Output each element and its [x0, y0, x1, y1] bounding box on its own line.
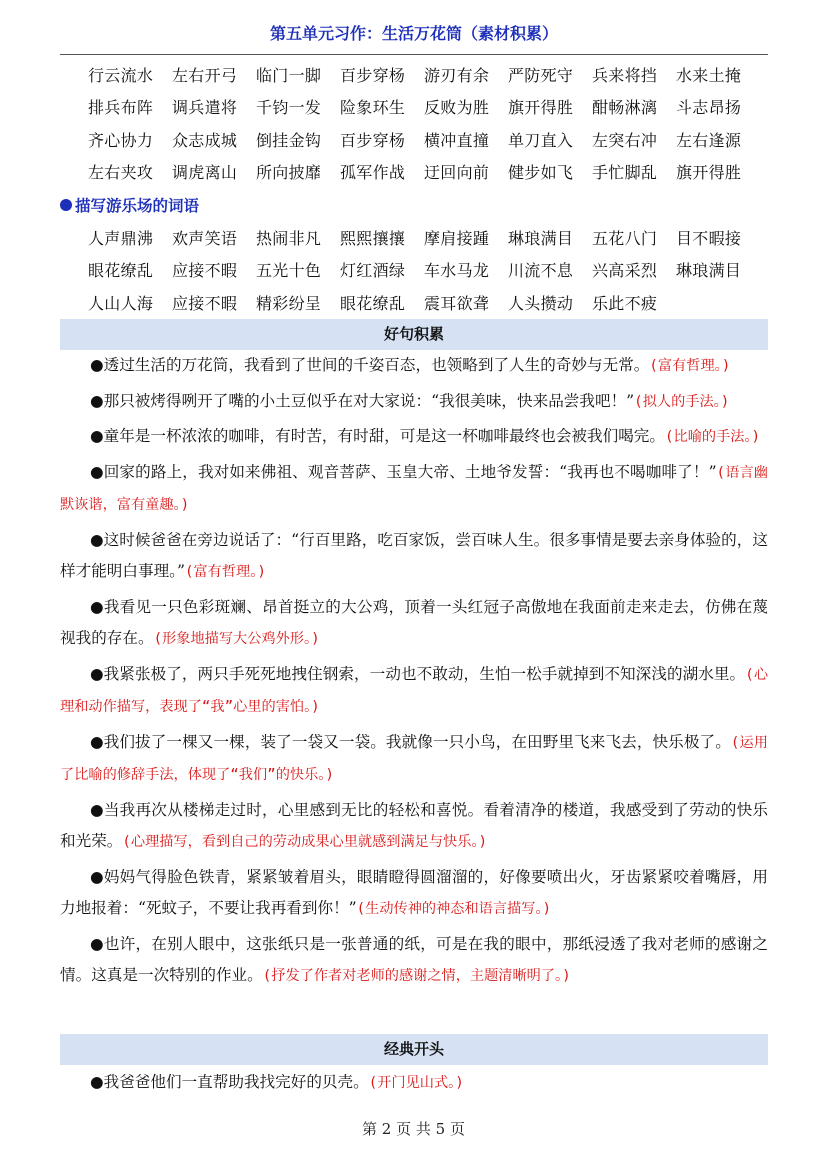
word-item: 精彩纷呈: [256, 293, 322, 313]
sentence-annotation: (富有哲理。): [184, 564, 266, 580]
sentence-item: [60, 386, 768, 419]
sentence-annotation: (运用了比喻的修辞手法，体现了“我们”的快乐。): [60, 734, 768, 783]
page-title: 第五单元习作：生活万花筒（素材积累）: [269, 24, 558, 43]
sentence-annotation: (开门见山式。): [368, 1075, 464, 1091]
sentence-list: [60, 350, 768, 996]
word-item: 行云流水: [88, 65, 154, 85]
word-item: 百步穿杨: [340, 65, 406, 85]
sentence-annotation: (富有哲理。): [649, 358, 731, 374]
sentence-annotation: (心理和动作描写，表现了“我”心里的害怕。): [60, 666, 769, 715]
word-item: 灯红酒绿: [340, 261, 406, 281]
sentence-text: ●我紧张极了，两只手死死地拽住钢索，一动也不敢动，生怕一松手就掉到不知深浅的湖水里。: [90, 664, 746, 683]
word-item: 所向披靡: [256, 163, 322, 183]
sentence-item: [60, 727, 768, 792]
sentence-text: ●那只被烤得咧开了嘴的小土豆似乎在对大家说：“我很美味，快来品尝我吧！”: [90, 391, 635, 410]
word-row: [88, 58, 778, 91]
word-item: 临门一脚: [256, 65, 322, 85]
word-item: 目不暇接: [676, 228, 742, 248]
word-item: 单刀直入: [508, 130, 574, 150]
sentence-annotation: (生动传神的神态和语言描写。): [356, 901, 552, 917]
sentence-item: [60, 929, 768, 993]
sentence-item: [60, 350, 768, 383]
word-row: [88, 254, 778, 287]
word-item: 摩肩接踵: [424, 228, 490, 248]
word-item: 川流不息: [508, 261, 574, 281]
word-item: 兵来将挡: [592, 65, 658, 85]
section-band-classic-opening: 经典开头: [60, 1034, 768, 1065]
word-item: 乐此不疲: [592, 293, 658, 313]
sentence-item: [60, 592, 768, 656]
word-item: 横冲直撞: [424, 130, 490, 150]
sentence-text: ●我爸爸他们一直帮助我找完好的贝壳。: [90, 1073, 369, 1091]
sentence-annotation: (语言幽默诙谐，富有童趣。): [60, 464, 768, 513]
sentence-text: ●回家的路上，我对如来佛祖、观音菩萨、玉皇大帝、土地爷发誓：“我再也不喝咖啡了！”: [90, 462, 717, 481]
word-list-amusement: [88, 221, 778, 319]
word-item: 倒挂金钩: [256, 130, 322, 150]
word-item: 眼花缭乱: [340, 293, 406, 313]
word-item: 五花八门: [592, 228, 658, 248]
word-row: [88, 91, 778, 124]
word-item: 斗志昂扬: [676, 98, 742, 118]
word-item: 反败为胜: [424, 98, 490, 118]
sentence-annotation: (拟人的手法。): [634, 393, 730, 410]
sentence-annotation: (比喻的手法。): [664, 429, 761, 445]
sentence-text: ●我看见一只色彩斑斓、昂首挺立的大公鸡，顶着一头红冠子高傲地在我面前走来走去，仿佛在蔑视我的存在。: [60, 597, 768, 647]
sentence-item: [60, 457, 768, 522]
sentence-annotation: (形象地描写大公鸡外形。): [153, 631, 320, 647]
word-item: 游刃有余: [424, 65, 490, 85]
bullet-dot-icon: [60, 199, 72, 211]
word-item: 手忙脚乱: [592, 163, 658, 183]
word-item: 齐心协力: [88, 130, 154, 150]
word-item: 严防死守: [508, 65, 574, 85]
word-item: 千钧一发: [256, 98, 322, 118]
section-band-good-sentences: 好句积累: [60, 319, 768, 350]
word-item: 人山人海: [88, 293, 154, 313]
word-item: 琳琅满目: [508, 228, 574, 248]
word-item: 车水马龙: [424, 261, 490, 281]
word-item: 左突右冲: [592, 130, 658, 150]
word-item: 旗开得胜: [676, 163, 742, 183]
sentence-item: [60, 795, 768, 859]
sentence-item: [60, 862, 768, 926]
word-row: [88, 221, 778, 254]
word-item: 健步如飞: [508, 163, 574, 183]
word-row: [88, 286, 778, 319]
word-item: 左右逢源: [676, 130, 742, 150]
word-item: 孤军作战: [340, 163, 406, 183]
word-item: 险象环生: [340, 98, 406, 118]
header-divider: [60, 54, 768, 55]
word-item: 熙熙攘攘: [340, 228, 406, 248]
word-item: 应接不暇: [172, 293, 238, 313]
opening-list: [60, 1067, 768, 1103]
sentence-item: [60, 1067, 768, 1100]
sentence-item: [60, 659, 768, 724]
word-list-sports: [88, 58, 778, 188]
sentence-text: ●当我再次从楼梯走过时，心里感到无比的轻松和喜悦。看着清净的楼道，我感受到了劳动的快乐和光荣。: [60, 800, 768, 850]
sentence-item: [60, 421, 768, 454]
section-heading-amusement: [60, 194, 199, 216]
word-item: 应接不暇: [172, 261, 238, 281]
sentence-item: [60, 525, 768, 589]
word-item: 兴高采烈: [592, 261, 658, 281]
sentence-text: ●我们拔了一棵又一棵，装了一袋又一袋。我就像一只小鸟，在田野里飞来飞去，快乐极了。: [90, 732, 731, 751]
sentence-annotation: (心理描写，看到自己的劳动成果心里就感到满足与快乐。): [122, 834, 488, 850]
word-item: 眼花缭乱: [88, 261, 154, 281]
word-item: 排兵布阵: [88, 98, 154, 118]
word-item: 人声鼎沸: [88, 228, 154, 248]
word-item: 五光十色: [256, 261, 322, 281]
word-item: 众志成城: [172, 130, 238, 150]
word-item: 热闹非凡: [256, 228, 322, 248]
sentence-text: ●这时候爸爸在旁边说话了：“行百里路，吃百家饭，尝百味人生。很多事情是要去亲身体验的，这样才能明白事理。”: [60, 530, 768, 580]
word-item: 酣畅淋漓: [592, 98, 658, 118]
word-item: 左右开弓: [172, 65, 238, 85]
section-heading-label: 描写游乐场的词语: [75, 197, 200, 215]
sentence-text: ●童年是一杯浓浓的咖啡，有时苦，有时甜，可是这一杯咖啡最终也会被我们喝完。: [90, 427, 665, 445]
word-item: 琳琅满目: [676, 261, 742, 281]
word-item: 震耳欲聋: [424, 293, 490, 313]
sentence-text: ●也许，在别人眼中，这张纸只是一张普通的纸，可是在我的眼中，那纸浸透了我对老师的感谢之情。这真是一次特别的作业。: [60, 934, 768, 984]
word-item: 欢声笑语: [172, 228, 238, 248]
sentence-annotation: (抒发了作者对老师的感谢之情，主题清晰明了。): [262, 968, 571, 984]
sentence-text: ●透过生活的万花筒，我看到了世间的千姿百态，也领略到了人生的奇妙与无常。: [90, 356, 650, 374]
word-item: 旗开得胜: [508, 98, 574, 118]
page-number: 第 2 页 共 5 页: [362, 1120, 465, 1138]
word-item: 百步穿杨: [340, 130, 406, 150]
word-row: [88, 123, 778, 156]
word-item: 调虎离山: [172, 163, 238, 183]
word-item: 迂回向前: [424, 163, 490, 183]
word-item: 水来土掩: [676, 65, 742, 85]
word-item: 调兵遣将: [172, 98, 238, 118]
word-row: [88, 156, 778, 189]
word-item: 左右夹攻: [88, 163, 154, 183]
sentence-text: ●妈妈气得脸色铁青，紧紧皱着眉头，眼睛瞪得圆溜溜的，好像要喷出火，牙齿紧紧咬着嘴唇，用力地报着：“死蚊子，不要让我再看到你！”: [60, 867, 768, 917]
word-item: 人头攒动: [508, 293, 574, 313]
